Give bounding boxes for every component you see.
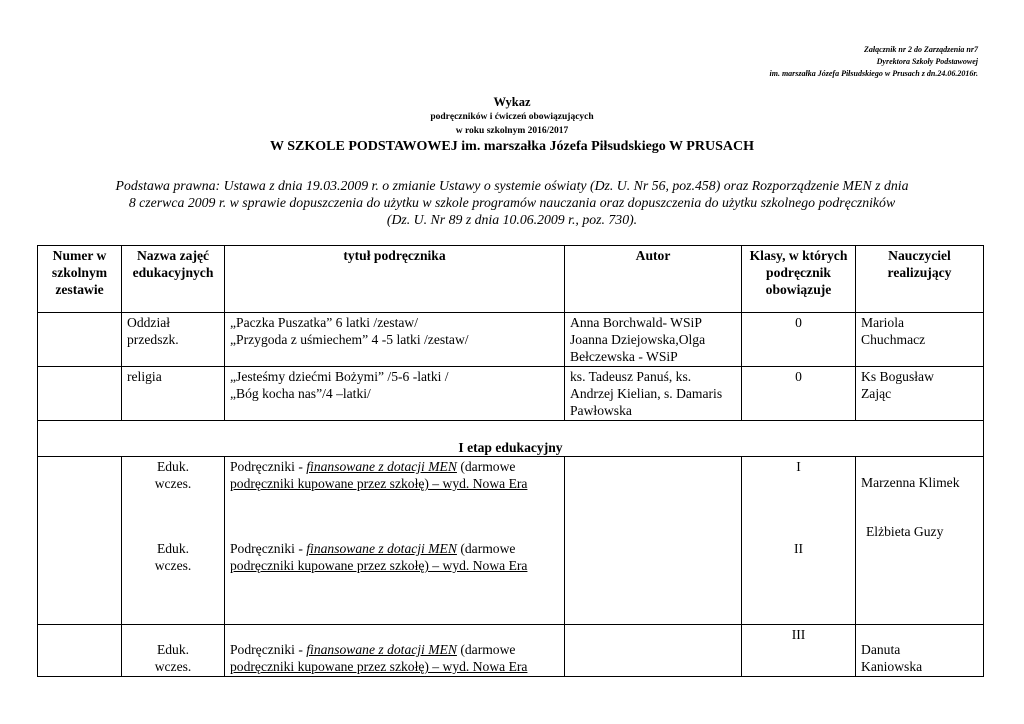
- cell-num: [38, 457, 122, 625]
- document-title: [0, 94, 1024, 156]
- cell-title: [225, 457, 565, 625]
- cell-title: „Paczka Puszatka” 6 latki /zestaw/ „Przygoda z uśmiechem” 4 -5 latki /zestaw/: [225, 313, 565, 367]
- cell-subject: [122, 457, 225, 625]
- cell-num: [38, 367, 122, 421]
- class-b: II: [793, 541, 804, 556]
- col-header-num: Numer w szkolnym zestawie: [38, 246, 122, 313]
- legal-basis-line3: (Dz. U. Nr 89 z dnia 10.06.2009 r., poz. 730).: [386, 212, 638, 227]
- table-row: [38, 625, 984, 677]
- title-line2: podręczników i ćwiczeń obowiązujących: [430, 112, 594, 122]
- col-header-subject: Nazwa zajęć edukacyjnych: [122, 246, 225, 313]
- title-line1: Wykaz: [493, 95, 531, 109]
- header-note-line1: Załącznik nr 2 do Zarządzenia nr7: [863, 45, 978, 54]
- table-row: [38, 367, 984, 421]
- cell-classes: 0: [742, 367, 856, 421]
- title-line4: W SZKOLE PODSTAWOWEJ im. marszałka Józefa Piłsudskiego W PRUSACH: [270, 139, 754, 154]
- cell-subject: religia: [122, 367, 225, 421]
- col-header-classes: Klasy, w których podręcznik obowiązuje: [742, 246, 856, 313]
- stage-row: [38, 421, 984, 457]
- header-note: [518, 44, 978, 80]
- cell-num: [38, 313, 122, 367]
- cell-author: [565, 625, 742, 677]
- cell-subject: Eduk. wczes.: [122, 625, 225, 677]
- cell-teacher: [856, 457, 984, 625]
- cell-classes: [742, 457, 856, 625]
- class-a: I: [796, 459, 801, 474]
- legal-basis: [70, 177, 954, 228]
- teacher-b: Elżbieta Guzy: [866, 524, 944, 539]
- cell-author: Anna Borchwald- WSiP Joanna Dziejowska,Olga Bełczewska - WSiP: [565, 313, 742, 367]
- cell-title: „Jesteśmy dziećmi Bożymi” /5-6 -latki / „Bóg kocha nas”/4 –latki/: [225, 367, 565, 421]
- cell-teacher: Mariola Chuchmacz: [856, 313, 984, 367]
- col-header-teacher: Nauczyciel realizujący: [856, 246, 984, 313]
- legal-basis-line2: 8 czerwca 2009 r. w sprawie dopuszczenia do użytku w szkole programów nauczania oraz dopuszczenia do użytku szkolnego podręczników: [128, 195, 896, 210]
- cell-num: [38, 625, 122, 677]
- cell-subject: Oddział przedszk.: [122, 313, 225, 367]
- subject-b: Eduk. wczes.: [154, 541, 192, 573]
- header-note-line3: im. marszałka Józefa Piłsudskiego w Prusach z dn.24.06.2016r.: [769, 69, 978, 78]
- cell-author: ks. Tadeusz Panuś, ks. Andrzej Kielian, s. Damaris Pawłowska: [565, 367, 742, 421]
- header-row: [38, 246, 984, 313]
- book-entry-b: Podręczniki - finansowane z dotacji MEN (darmowe: [230, 541, 516, 556]
- teacher-a: Marzenna Klimek: [861, 475, 960, 490]
- book-entry-c-line2: podręczniki kupowane przez szkołę) – wyd. Nowa Era: [230, 659, 528, 674]
- book-entry-c: Podręczniki - finansowane z dotacji MEN (darmowe: [230, 642, 516, 657]
- cell-teacher: Danuta Kaniowska: [856, 625, 984, 677]
- cell-teacher: Ks Bogusław Zając: [856, 367, 984, 421]
- cell-title: [225, 625, 565, 677]
- stage-label: I etap edukacyjny: [38, 421, 984, 457]
- legal-basis-line1: Podstawa prawna: Ustawa z dnia 19.03.2009 r. o zmianie Ustawy o systemie oświaty (Dz. U. Nr 56, poz.458) oraz Rozporządzenie MEN z dnia: [115, 178, 909, 193]
- book-entry-a: Podręczniki - finansowane z dotacji MEN (darmowe: [230, 459, 516, 474]
- textbook-table: [37, 245, 984, 677]
- cell-classes: III: [742, 625, 856, 677]
- cell-classes: 0: [742, 313, 856, 367]
- header-note-line2: Dyrektora Szkoły Podstawowej: [876, 57, 978, 66]
- book-entry-b-line2: podręczniki kupowane przez szkołę) – wyd. Nowa Era: [230, 558, 528, 573]
- col-header-title: tytuł podręcznika: [225, 246, 565, 313]
- subject-a: Eduk. wczes.: [154, 459, 192, 491]
- cell-author: [565, 457, 742, 625]
- title-line3: w roku szkolnym 2016/2017: [455, 126, 569, 136]
- table-row: [38, 457, 984, 625]
- table-row: [38, 313, 984, 367]
- col-header-author: Autor: [565, 246, 742, 313]
- book-entry-a-line2: podręczniki kupowane przez szkołę) – wyd. Nowa Era: [230, 476, 528, 491]
